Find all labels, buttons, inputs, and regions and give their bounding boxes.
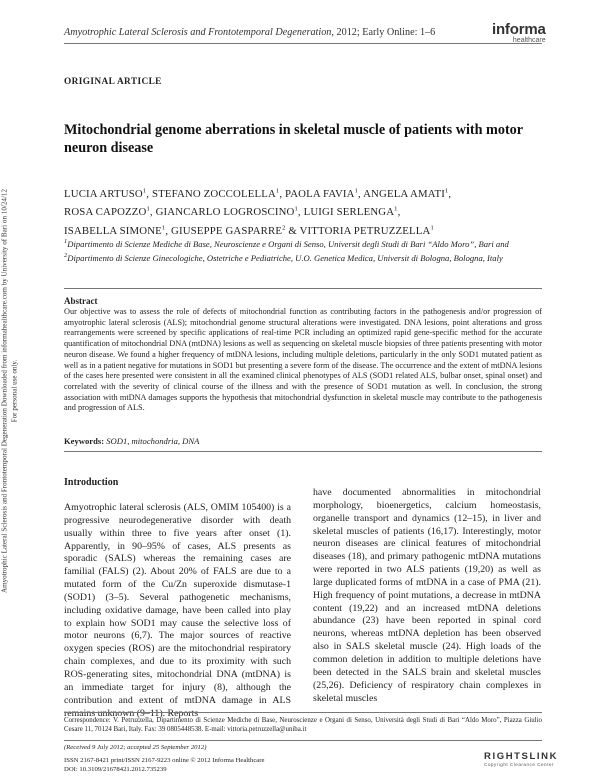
affil-num-1: 1 [64, 238, 68, 245]
abstract-top-rule [64, 288, 542, 289]
download-notice-line1: Amyotrophic Lateral Sclerosis and Frontotemporal Degeneration Downloaded from informahealthcare.com by University of Bari on 10/24/12 [0, 188, 9, 594]
logo-sub: healthcare [512, 37, 546, 44]
informa-logo [492, 22, 546, 45]
rightslink-word: RIGHTSLINK [484, 751, 559, 762]
doi: DOI: 10.3109/21678421.2012.735239 [64, 765, 167, 773]
author: ROSA CAPOZZO$^1$, [64, 205, 156, 219]
article-title: Mitochondrial genome aberrations in skeletal muscle of patients with motor neuron disease [64, 122, 523, 156]
footer-rule [64, 712, 542, 713]
keywords-text: SOD1, mitochondria, DNA [104, 436, 200, 446]
journal-header [64, 27, 435, 38]
author: GIANCARLO LOGROSCINO$^1$, [155, 205, 304, 219]
author: ISABELLA SIMONE$^1$, [64, 224, 172, 237]
keywords-label: Keywords: [64, 436, 105, 446]
logo-word: informa [492, 21, 546, 38]
abstract-text: Our objective was to assess the role of defects of mitochondrial function as contributing factors in the pathogenesis and/or progression of amyotrophic lateral sclerosis (ALS); mitochondrial genome structural alterations were investigated. DNA lesions, point alterations and gross rearrangements were screened by specific applications of real-time PCR including an optimized rapid gene-specific method for the accurate quantification of mitochondrial DNA (mtDNA) lesions as well as sequencing on skeletal muscle biopsies of three patients presenting with motor neuron disease. We found a higher frequency of mtDNA lesions, including multiple deletions, particularly in the only SOD1 mutated patient as well as in a patient negative for mutations in SOD1 but presenting a severe form of the disease. The occurrence and the extent of mtDNA lesions of the cases here presented were consistent in all the examined clinical phenotypes of ALS (SOD1 related ALS, bulbar onset, spinal onset) and correlated with the severity of clinical course of the illness and with the presence of SOD1 mutation as well. In conclusion, the strong association with mtDNA damages supports the hypothesis that mitochondrial dysfunction in skeletal muscle may contribute to the pathogenesis and progression of ALS. [64, 307, 542, 413]
issn: ISSN 2167-8421 print/ISSN 2167-9223 online © 2012 Informa Healthcare [64, 757, 265, 764]
affil-text-2: Dipartimento di Scienze Ginecologiche, Ostetriche e Pediatriche, U.O. Genetica Medica, Universit di Bologna, Bologna, Italy [67, 253, 503, 264]
abstract-heading: Abstract [64, 296, 98, 306]
abstract-bottom-rule [64, 451, 542, 452]
article-type: ORIGINAL ARTICLE [64, 77, 162, 87]
affil-num-2: 2 [64, 252, 68, 260]
received-rule [64, 740, 542, 741]
journal-name: Amyotrophic Lateral Sclerosis and Frontotemporal Degeneration [64, 27, 332, 38]
author: VITTORIA PETRUZZELLA$^1$ [299, 224, 434, 237]
download-notice-line2: For personal use only. [10, 359, 18, 423]
rightslink-sub: Copyright Clearance Center [484, 762, 554, 767]
received-dates: (Received 9 July 2012; accepted 25 September 2012) [64, 744, 207, 751]
journal-year-info: , 2012; Early Online: 1–6 [331, 27, 436, 38]
author-list [64, 183, 544, 239]
introduction-heading: Introduction [64, 477, 119, 488]
correspondence: Correspondence: V. Petruzzella, Dipartimento di Scienze Mediche di Base, Neuroscienze e Organi di Senso, Università degli Studi di Bari “Aldo Moro”, Piazza Giulio Cesare 11, 70124 Bari, Italy. Fax: 39 0805448538. E-mail: vittoria.petruzzella@uniba.it [64, 717, 542, 734]
affiliations [64, 236, 542, 265]
affil-text-1: Dipartimento di Scienze Mediche di Base, Neuroscienze e Organi di Senso, Universit degli Studi di Bari “Aldo Moro”, Bari and [67, 238, 509, 249]
introduction-right-column: have documented abnormalities in mitochondrial morphology, bioenergetics, calcium homeostasis, organelle transport and dynamics (12–15), in liver and skeletal muscles of patients (16,17). Interestingly, motor neuron diseases are clinical features of mitochondrial diseases (18), and primary pathogenic mtDNA mutations were reported in two ALS patients (19,20) as well as large duplicated forms of mtDNA in a case of PMA (21). High frequency of point mutations, a decrease in mtDNA content (19,22) and an increased mtDNA deletions abundance (23) have been reported in spinal cord neurons, whereas mtDNA depletion has been observed also in SALS skeletal muscle (24). High loads of the common deletion in addition to multiple deletions have been detected in the SALS brain and skeletal muscles (25,26). Deficiency of respiratory chain complexes in skeletal muscles [313, 487, 541, 704]
issn-doi [64, 757, 264, 775]
author: ANGELA AMATI$^1$, [363, 187, 452, 200]
introduction-left-column: Amyotrophic lateral sclerosis (ALS, OMIM 105400) is a progressive neurodegenerative disorder with death usually within three to five years after onset (1). Apparently, in 90–95% of cases, ALS presents as sporadic (SALS) whereas the remaining cases are familial (FALS) (2). About 20% of FALS are due to a mutated form of the Cu/Zn superoxide dismutase-1 (SOD1) (3–5). Several pathogenetic mechanisms, including oxidative damage, have been called into play to explain how SOD1 may cause the selective loss of motor neurons (6,7). The major sources of reactive oxygen species (ROS) are the mitochondrial respiratory chain complexes, and due to its proximity with such ROS-generating sites, mitochondrial DNA (mtDNA) is an immediate target for injury (8), although the contribution and extent of mtDNA damage in ALS remains unknown (9–11). Reports [64, 502, 291, 719]
author: LUIGI SERLENGA$^1$, [303, 205, 401, 219]
keywords [64, 436, 199, 446]
author: PAOLA FAVIA$^1$, [285, 187, 364, 200]
download-sidebar [0, 0, 20, 782]
author: LUCIA ARTUSO$^1$, [64, 187, 152, 200]
author: GIUSEPPE GASPARRE$^2$ & [171, 224, 300, 237]
header-rule [64, 43, 542, 44]
rightslink-logo [484, 752, 558, 767]
author: STEFANO ZOCCOLELLA$^1$, [151, 187, 286, 200]
download-notice [1, 189, 20, 593]
